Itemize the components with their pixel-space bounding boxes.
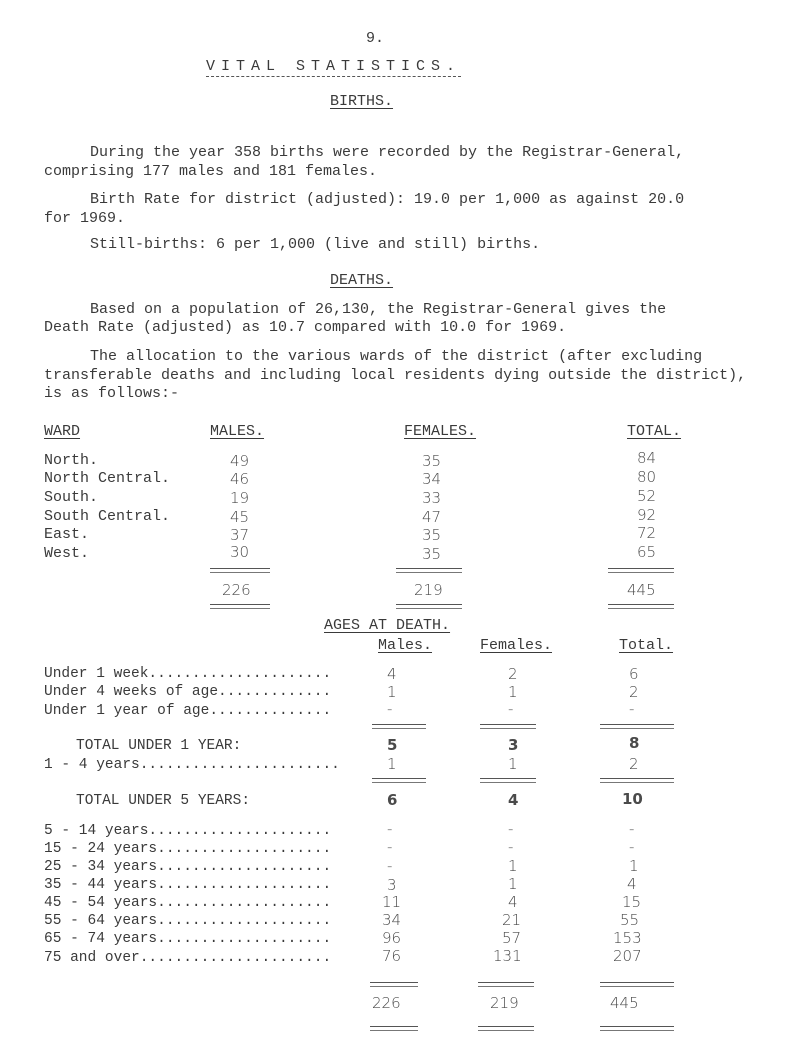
ages-males-rule-bottom — [370, 1026, 418, 1031]
ages-total-header: Total. — [619, 637, 674, 654]
ages-heading: AGES AT DEATH. — [324, 617, 451, 634]
age-males: - — [387, 857, 393, 875]
deaths-para2-line2: transferable deaths and including local residents dying outside the district), — [44, 367, 747, 384]
age-males: 1 — [387, 683, 397, 701]
age-females: - — [508, 700, 514, 718]
ward-total: 92 — [637, 506, 657, 524]
ages-females-rule — [478, 982, 534, 987]
age-females: 1 — [508, 755, 518, 773]
age-females: - — [508, 820, 514, 838]
ward-males-rule — [210, 568, 270, 573]
ages-females-header: Females. — [480, 637, 553, 654]
ward-total-rule — [608, 568, 674, 573]
ward-males: 37 — [230, 526, 250, 544]
ward-total: 84 — [637, 449, 657, 467]
age-males: 4 — [387, 665, 397, 683]
age-total: 1 — [629, 857, 639, 875]
age-label: Under 1 week..................... — [44, 666, 332, 682]
age-label: 15 - 24 years.................... — [44, 841, 332, 857]
ages-grand-total: 445 — [610, 994, 639, 1012]
under5-rule-m — [372, 778, 426, 783]
ward-males-rule-bottom — [210, 604, 270, 609]
deaths-para2-line3: is as follows:- — [44, 385, 180, 402]
ages-males-rule — [370, 982, 418, 987]
ward-males: 49 — [230, 452, 250, 470]
ward-males: 30 — [230, 543, 250, 561]
ward-females: 35 — [422, 452, 442, 470]
age-females: 21 — [502, 911, 522, 929]
under5-rule-t — [600, 778, 674, 783]
ward-header: WARD — [44, 423, 81, 440]
total-under-1-total: 8 — [629, 734, 640, 752]
births-heading: BIRTHS. — [330, 93, 394, 110]
age-total: 55 — [620, 911, 640, 929]
deaths-para1-line1: Based on a population of 26,130, the Registrar-General gives the — [90, 301, 667, 318]
births-para2-line1: Birth Rate for district (adjusted): 19.0 per 1,000 as against 20.0 — [90, 191, 685, 208]
ward-name: West. — [44, 545, 90, 562]
page-title: VITAL STATISTICS. — [206, 58, 462, 75]
age-total: 2 — [629, 683, 639, 701]
ward-name: East. — [44, 526, 90, 543]
ward-females: 47 — [422, 508, 442, 526]
age-males: 76 — [382, 947, 402, 965]
births-para1-line2: comprising 177 males and 181 females. — [44, 163, 378, 180]
total-under-1-females: 3 — [508, 736, 519, 754]
age-females: 4 — [508, 893, 518, 911]
age-females: 2 — [508, 665, 518, 683]
ward-females: 33 — [422, 489, 442, 507]
under1-rule-f — [480, 724, 536, 729]
age-label: Under 4 weeks of age............. — [44, 684, 332, 700]
under1-rule-t — [600, 724, 674, 729]
births-para3: Still-births: 6 per 1,000 (live and still) births. — [90, 236, 541, 253]
age-males: - — [387, 700, 393, 718]
under5-rule-f — [480, 778, 536, 783]
age-label: 1 - 4 years....................... — [44, 757, 340, 773]
age-label: Under 1 year of age.............. — [44, 703, 332, 719]
ward-females: 34 — [422, 470, 442, 488]
age-total: 15 — [622, 893, 642, 911]
age-label: 65 - 74 years.................... — [44, 931, 332, 947]
total-under-5-females: 4 — [508, 791, 519, 809]
ages-total-rule — [600, 982, 674, 987]
ward-males-total: 226 — [222, 581, 251, 599]
age-females: 1 — [508, 683, 518, 701]
total-under-5-males: 6 — [387, 791, 398, 809]
ward-females-rule — [396, 568, 462, 573]
age-total: - — [629, 700, 635, 718]
males-header: MALES. — [210, 423, 265, 440]
ward-total: 52 — [637, 487, 657, 505]
under1-rule-m — [372, 724, 426, 729]
ward-females-rule-bottom — [396, 604, 462, 609]
ages-total-rule-bottom — [600, 1026, 674, 1031]
ward-name: South. — [44, 489, 99, 506]
total-under-5-label: TOTAL UNDER 5 YEARS: — [76, 793, 251, 809]
age-females: 57 — [502, 929, 522, 947]
deaths-para2-line1: The allocation to the various wards of the district (after excluding — [90, 348, 703, 365]
age-males: 96 — [382, 929, 402, 947]
age-males: 3 — [387, 876, 397, 894]
age-males: 11 — [382, 893, 402, 911]
ages-males-total: 226 — [372, 994, 401, 1012]
age-males: 34 — [382, 911, 402, 929]
age-label: 5 - 14 years..................... — [44, 823, 332, 839]
ward-total: 65 — [637, 543, 657, 561]
age-males: 1 — [387, 755, 397, 773]
age-label: 45 - 54 years.................... — [44, 895, 332, 911]
ward-males: 45 — [230, 508, 250, 526]
page-number: 9. — [366, 30, 385, 47]
total-under-1-males: 5 — [387, 736, 398, 754]
ward-total-rule-bottom — [608, 604, 674, 609]
ward-name: North. — [44, 452, 99, 469]
age-total: - — [629, 838, 635, 856]
age-total: 2 — [629, 755, 639, 773]
deaths-heading: DEATHS. — [330, 272, 394, 289]
ages-males-header: Males. — [378, 637, 433, 654]
age-males: - — [387, 838, 393, 856]
ages-females-total: 219 — [490, 994, 519, 1012]
age-total: - — [629, 820, 635, 838]
age-total: 6 — [629, 665, 639, 683]
ward-total: 72 — [637, 524, 657, 542]
ages-females-rule-bottom — [478, 1026, 534, 1031]
deaths-para1-line2: Death Rate (adjusted) as 10.7 compared with 10.0 for 1969. — [44, 319, 567, 336]
total-under-1-label: TOTAL UNDER 1 YEAR: — [76, 738, 242, 754]
births-para1-line1: During the year 358 births were recorded by the Registrar-General, — [90, 144, 685, 161]
age-label: 25 - 34 years.................... — [44, 859, 332, 875]
age-label: 55 - 64 years.................... — [44, 913, 332, 929]
age-total: 153 — [613, 929, 642, 947]
births-para2-line2: for 1969. — [44, 210, 126, 227]
age-total: 207 — [613, 947, 642, 965]
age-females: 131 — [493, 947, 522, 965]
age-males: - — [387, 820, 393, 838]
age-label: 35 - 44 years.................... — [44, 877, 332, 893]
ward-females: 35 — [422, 526, 442, 544]
ward-grand-total: 445 — [627, 581, 656, 599]
females-header: FEMALES. — [404, 423, 477, 440]
age-total: 4 — [627, 875, 637, 893]
age-females: - — [508, 838, 514, 856]
ward-males: 46 — [230, 470, 250, 488]
ward-females: 35 — [422, 545, 442, 563]
age-females: 1 — [508, 857, 518, 875]
age-females: 1 — [508, 875, 518, 893]
ward-name: South Central. — [44, 508, 171, 525]
ward-males: 19 — [230, 489, 250, 507]
ward-total: 80 — [637, 468, 657, 486]
age-label: 75 and over...................... — [44, 950, 332, 966]
ward-females-total: 219 — [414, 581, 443, 599]
total-header: TOTAL. — [627, 423, 682, 440]
total-under-5-total: 10 — [622, 790, 643, 808]
ward-name: North Central. — [44, 470, 171, 487]
